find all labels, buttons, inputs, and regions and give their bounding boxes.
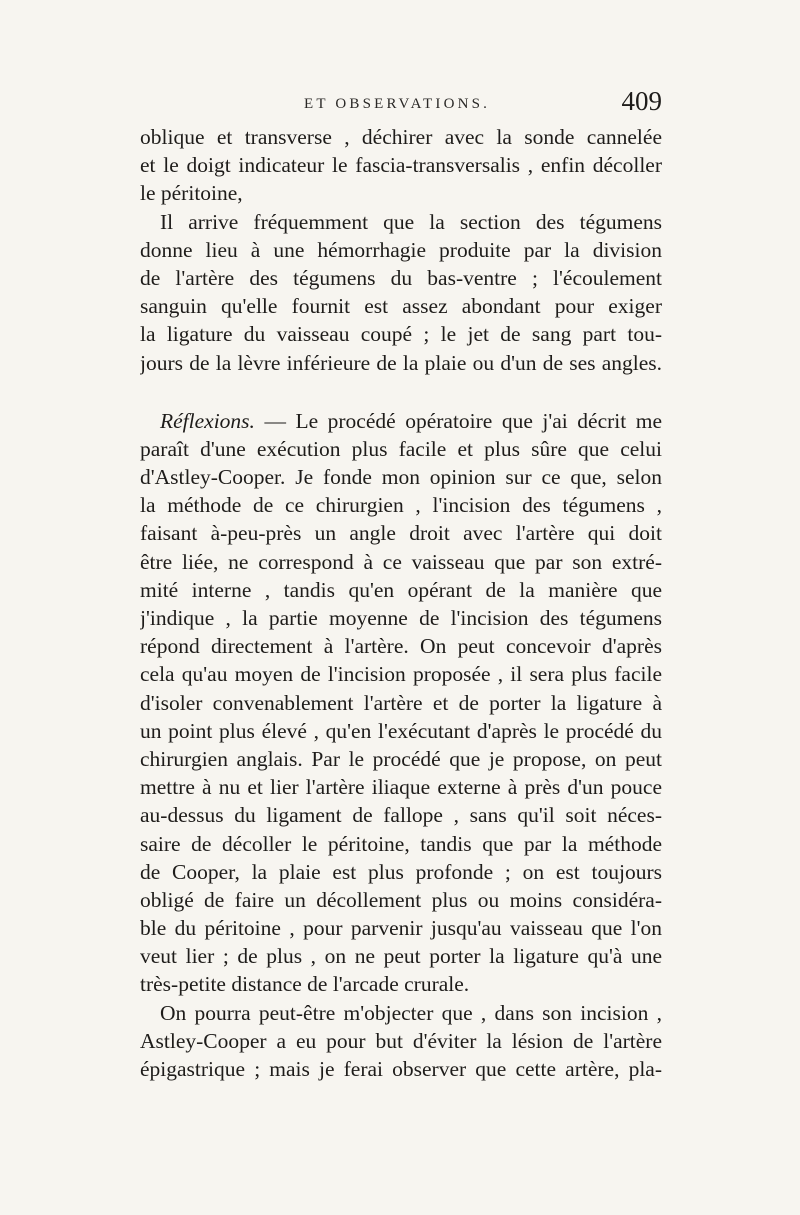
- text-line: d'isoler convenablement l'artère et de porter la ligature à: [140, 690, 662, 715]
- text-line: la méthode de ce chirurgien , l'incision des tégumens ,: [140, 493, 662, 518]
- section-heading: Réflexions.: [160, 408, 255, 433]
- text-line: Astley-Cooper a eu pour but d'éviter la lésion de l'artère: [140, 1028, 662, 1053]
- text-line: paraît d'une exécution plus facile et plus sûre que celui: [140, 436, 662, 461]
- text-run: — Le procédé opératoire que j'ai décrit me: [264, 408, 662, 433]
- text-line: saire de décoller le péritoine, tandis que par la méthode: [140, 831, 662, 856]
- text-line: veut lier ; de plus , on ne peut porter la ligature qu'à une: [140, 944, 662, 969]
- text-line: le péritoine,: [140, 181, 243, 206]
- page-number: 409: [621, 86, 662, 116]
- running-head: ET OBSERVATIONS.: [304, 96, 491, 112]
- page-header: [140, 86, 662, 124]
- text-line: au-dessus du ligament de fallope , sans qu'il soit néces-: [140, 803, 662, 828]
- text-line: très-petite distance de l'arcade crurale.: [140, 972, 470, 997]
- text-line: ble du péritoine , pour parvenir jusqu'au vaisseau que l'on: [140, 916, 662, 941]
- text-line: faisant à-peu-près un angle droit avec l'artère qui doit: [140, 521, 662, 546]
- text-line: Il arrive fréquemment que la section des tégumens: [160, 209, 662, 234]
- text-line: épigastrique ; mais je ferai observer que cette artère, pla-: [140, 1057, 662, 1081]
- text-line: j'indique , la partie moyenne de l'incision des tégumens: [140, 606, 662, 630]
- text-line: la ligature du vaisseau coupé ; le jet de sang part tou-: [140, 322, 662, 347]
- text-line: mettre à nu et lier l'artère iliaque externe à près d'un pouce: [140, 775, 662, 800]
- text-line: On pourra peut-être m'objecter que , dans son incision ,: [160, 1000, 662, 1025]
- text-line: et le doigt indicateur le fascia-transversalis , enfin décoller: [140, 153, 662, 178]
- text-line: oblique et transverse , déchirer avec la sonde cannelée: [140, 125, 662, 149]
- paragraph: [140, 123, 662, 208]
- paragraph: [140, 208, 662, 377]
- text-line: être liée, ne correspond à ce vaisseau que par son extré-: [140, 549, 662, 574]
- text-line: mité interne , tandis qu'en opérant de la manière que: [140, 577, 662, 602]
- paragraph-reflexions: [140, 407, 662, 999]
- text-line: jours de la lèvre inférieure de la plaie ou d'un de ses angles.: [140, 350, 662, 375]
- text-line: répond directement à l'artère. On peut concevoir d'après: [140, 634, 662, 659]
- paragraph: [140, 999, 662, 1084]
- text-line: cela qu'au moyen de l'incision proposée , il sera plus facile: [140, 662, 662, 687]
- text-line: de l'artère des tégumens du bas-ventre ; l'écoulement: [140, 265, 662, 290]
- text-line: chirurgien anglais. Par le procédé que je propose, on peut: [140, 746, 662, 771]
- text-line: donne lieu à une hémorrhagie produite par la division: [140, 237, 662, 262]
- text-line: d'Astley-Cooper. Je fonde mon opinion sur ce que, selon: [140, 465, 662, 490]
- text-line: de Cooper, la plaie est plus profonde ; on est toujours: [140, 859, 662, 884]
- text-line: obligé de faire un décollement plus ou moins considéra-: [140, 887, 662, 912]
- body-text: [140, 123, 662, 1083]
- text-line: [140, 407, 662, 435]
- text-line: un point plus élevé , qu'en l'exécutant d'après le procédé du: [140, 718, 662, 743]
- text-line: sanguin qu'elle fournit est assez abondant pour exiger: [140, 294, 662, 319]
